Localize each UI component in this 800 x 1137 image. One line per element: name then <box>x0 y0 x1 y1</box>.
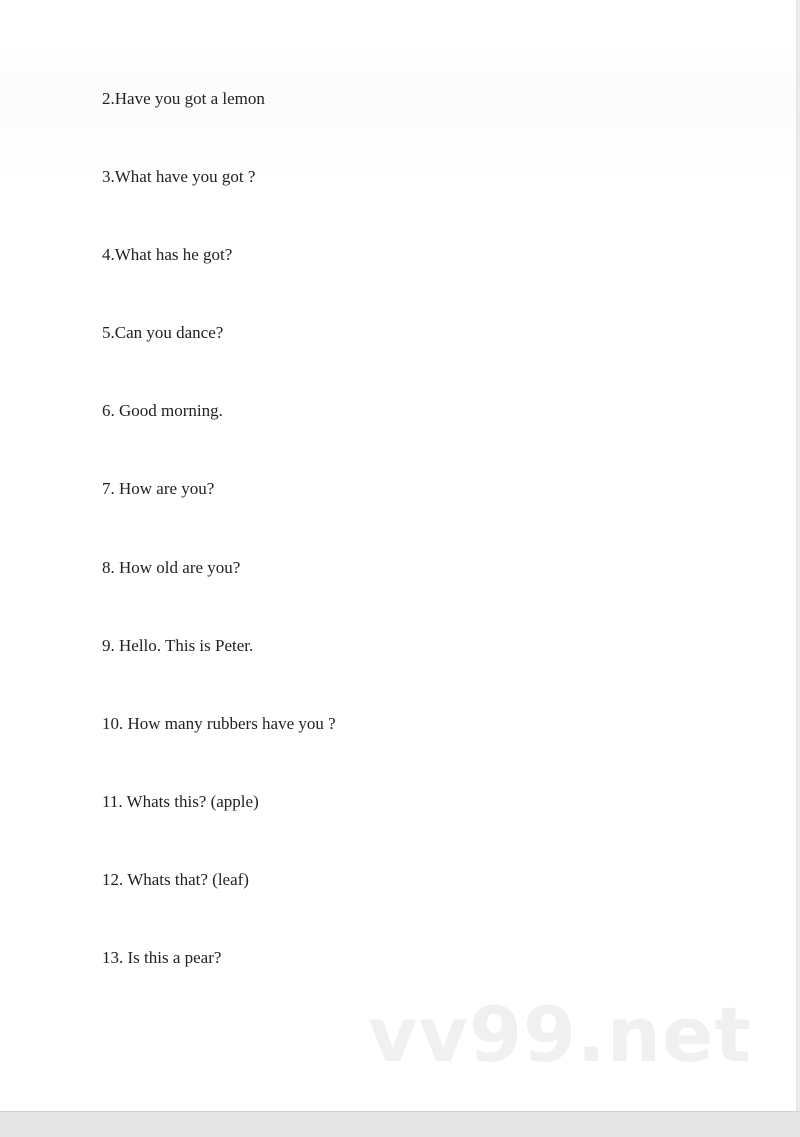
bottom-bar <box>0 1111 800 1137</box>
question-item: 3.What have you got ? <box>102 167 256 187</box>
question-item: 11. Whats this? (apple) <box>102 791 259 811</box>
question-item: 2.Have you got a lemon <box>102 89 265 108</box>
question-list <box>102 86 336 1023</box>
question-item: 7. How are you? <box>102 479 215 499</box>
question-item: 13. Is this a pear? <box>102 948 222 968</box>
watermark: vv99.net <box>368 990 752 1079</box>
question-item: 12. Whats that? (leaf) <box>102 869 249 889</box>
question-item: 4.What has he got? <box>102 245 233 265</box>
question-item: 10. How many rubbers have you ? <box>102 713 336 733</box>
question-item: 9. Hello. This is Peter. <box>102 635 254 655</box>
question-item: 8. How old are you? <box>102 557 241 577</box>
question-item: 6. Good morning. <box>102 401 223 421</box>
question-item: 5.Can you dance? <box>102 323 224 343</box>
